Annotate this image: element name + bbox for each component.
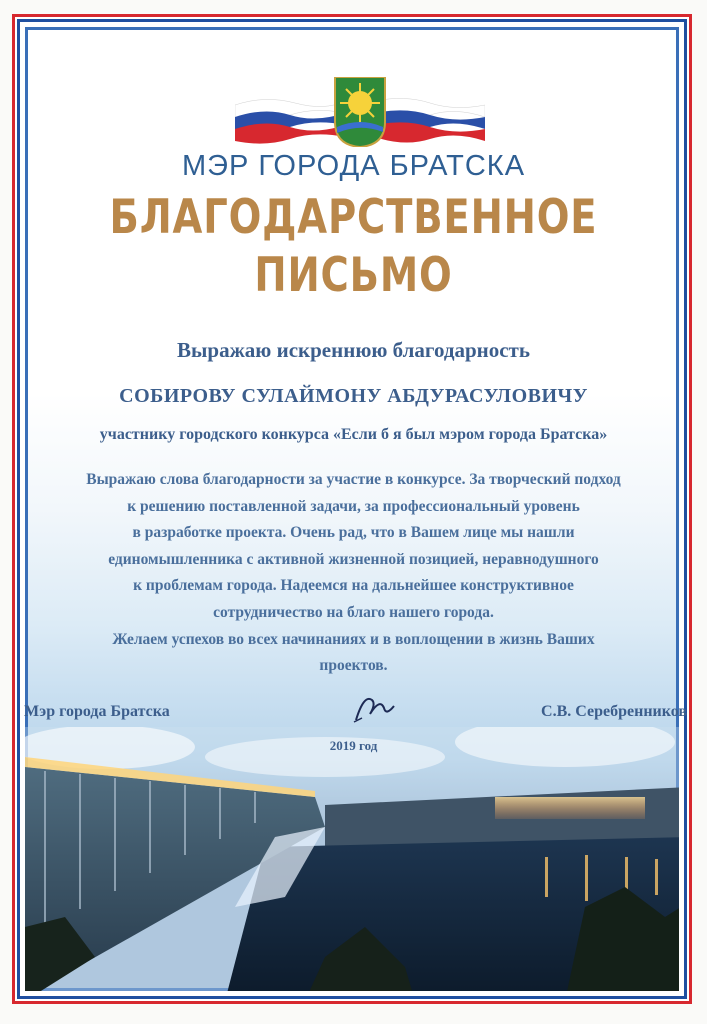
gratitude-heading: Выражаю искреннюю благодарность xyxy=(177,338,530,362)
russian-flag-right xyxy=(375,98,485,142)
body-line: в разработке проекта. Очень рад, что в Вашем лице мы нашли xyxy=(132,524,575,542)
signer-name: С.В. Серебренников xyxy=(541,703,687,720)
body-line: к решению поставленной задачи, за профессиональный уровень xyxy=(127,497,580,515)
participant-description: участнику городского конкурса «Если б я был мэром города Братска» xyxy=(99,426,608,443)
body-line: проектов. xyxy=(319,657,388,675)
letter-year: 2019 год xyxy=(329,738,378,753)
body-line: Желаем успехов во всех начинаниях и в воплощении в жизнь Ваших xyxy=(112,630,595,648)
document-title-line1: БЛАГОДАРСТВЕННОЕ xyxy=(109,190,598,245)
body-line: сотрудничество на благо нашего города. xyxy=(213,603,494,621)
recipient-name: СОБИРОВУ СУЛАЙМОНУ АБДУРАСУЛОВИЧУ xyxy=(119,385,588,407)
coat-of-arms-emblem xyxy=(235,77,485,147)
russian-flag-left xyxy=(235,99,345,143)
city-shield xyxy=(335,77,385,147)
signer-position: Мэр города Братска xyxy=(24,703,170,720)
letter-body xyxy=(20,467,687,680)
body-line: к проблемам города. Надеемся на дальнейшее конструктивное xyxy=(133,577,574,595)
body-line: Выражаю слова благодарности за участие в конкурсе. За творческий подход xyxy=(86,471,621,488)
bratsk-dam-photo xyxy=(25,727,681,993)
document-title-line2: ПИСЬМО xyxy=(254,248,453,303)
body-line: единомышленника с активной жизненной позицией, неравнодушного xyxy=(108,550,599,568)
handwritten-signature xyxy=(350,690,400,726)
mayor-title: МЭР ГОРОДА БРАТСКА xyxy=(181,150,526,182)
